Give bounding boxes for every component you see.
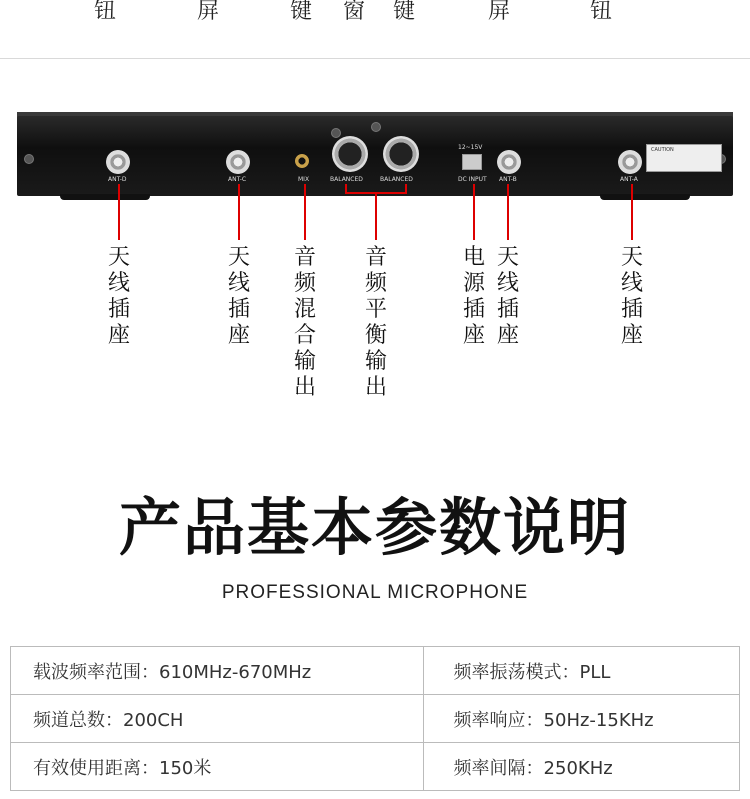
screw-icon [24,154,34,164]
spec-cell: 载波频率范围：610MHz-670MHz [11,647,424,695]
spec-cell: 有效使用距离：150米 [11,743,424,791]
callout-line [304,184,306,240]
top-char: 屏 [488,0,511,24]
top-char: 键 [290,0,313,24]
antenna-a-connector-icon [618,150,642,174]
antenna-d-connector-icon [106,150,130,174]
spec-cell: 频率间隔：250KHz [423,743,739,791]
dc-rating-label: 12~15V [458,144,483,151]
callout-line [238,184,240,240]
port-label-balanced-b: BALANCED [380,176,413,183]
callout-line [118,184,120,240]
callout-label-antenna: 天线插座 [620,245,643,348]
callout-line [345,184,347,194]
top-feature-strip [0,0,750,59]
callout-label-antenna: 天线插座 [107,245,130,348]
callout-line [507,184,509,240]
top-char: 钮 [94,0,117,24]
caution-text: CAUTION [651,147,674,153]
spec-cell: 频道总数：200CH [11,695,424,743]
antenna-b-connector-icon [497,150,521,174]
chassis-foot [600,194,690,200]
mix-output-jack-icon [295,154,309,168]
port-label-dc-input: DC INPUT [458,176,487,183]
xlr-balanced-b-icon [383,136,419,172]
top-char: 键 [393,0,416,24]
screw-icon [331,128,341,138]
callout-line [375,192,377,240]
port-label-ant-b: ANT-B [499,176,517,183]
table-row [11,647,740,695]
dc-input-jack-icon [462,154,482,170]
caution-sticker [646,144,722,172]
screw-icon [371,122,381,132]
table-row [11,743,740,791]
xlr-balanced-a-icon [332,136,368,172]
callout-label-mix-output: 音频混合输出 [293,245,316,400]
callout-line [405,184,407,194]
port-label-ant-d: ANT-D [108,176,127,183]
port-label-mix: MIX [298,176,310,183]
table-row [11,695,740,743]
port-label-ant-a: ANT-A [620,176,638,183]
callout-label-power: 电源插座 [462,245,485,348]
callout-line [473,184,475,240]
section-subtitle: PROFESSIONAL MICROPHONE [221,582,529,603]
section-title: 产品基本参数说明 [118,491,631,564]
spec-cell: 频率响应：50Hz-15KHz [423,695,739,743]
port-label-ant-c: ANT-C [228,176,247,183]
top-char: 屏 [197,0,220,24]
callout-label-balanced-output: 音频平衡输出 [364,245,387,400]
top-char: 钮 [590,0,613,24]
spec-cell: 频率振荡模式：PLL [423,647,739,695]
callout-label-antenna: 天线插座 [496,245,519,348]
chassis-foot [60,194,150,200]
callout-label-antenna: 天线插座 [227,245,250,348]
port-label-balanced-a: BALANCED [330,176,363,183]
callout-line [631,184,633,240]
rear-panel-image [0,108,750,200]
specs-table [10,646,740,791]
top-char: 窗 [343,0,366,24]
antenna-c-connector-icon [226,150,250,174]
